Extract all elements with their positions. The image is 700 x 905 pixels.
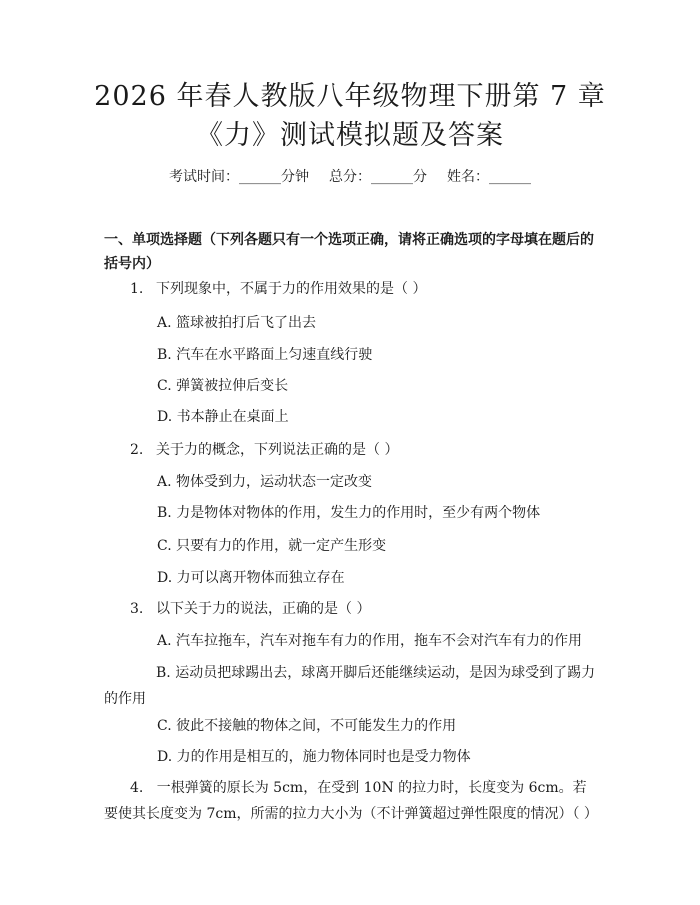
question-3 <box>130 602 370 616</box>
exam-time-field: 考试时间：______分钟 <box>169 169 309 185</box>
section-heading: 一、单项选择题（下列各题只有一个选项正确，请将正确选项的字母填在题后的括号内） <box>104 232 594 272</box>
question-1 <box>130 282 426 296</box>
option-3b: B. 运动员把球踢出去，球离开脚后还能继续运动，是因为球受到了踢力的作用 <box>104 665 596 707</box>
option-1c: C. 弹簧被拉伸后变长 <box>157 378 289 394</box>
exam-title-line2: 《力》测试模拟题及答案 <box>196 120 504 151</box>
option-1a: A. 篮球被拍打后飞了出去 <box>157 315 317 331</box>
option-1b: B. 汽车在水平路面上匀速直线行驶 <box>157 347 373 363</box>
option-2d: D. 力可以离开物体而独立存在 <box>157 570 345 586</box>
question-number: 2. <box>130 442 144 458</box>
option-3d: D. 力的作用是相互的，施力物体同时也是受力物体 <box>157 749 471 765</box>
student-name-field: 姓名：______ <box>447 169 531 185</box>
exam-title-line1: 2026 年春人教版八年级物理下册第 7 章 <box>94 81 606 112</box>
question-stem: 关于力的概念，下列说法正确的是（ ） <box>156 442 399 458</box>
question-4 <box>104 775 600 827</box>
question-number: 1. <box>130 281 144 297</box>
option-3c: C. 彼此不接触的物体之间，不可能发生力的作用 <box>157 718 457 734</box>
question-number: 4. <box>130 780 144 796</box>
option-2b: B. 力是物体对物体的作用，发生力的作用时，至少有两个物体 <box>157 505 541 521</box>
total-score-field: 总分：______分 <box>329 169 427 185</box>
question-stem: 下列现象中，不属于力的作用效果的是（ ） <box>156 281 427 297</box>
question-number: 3. <box>130 601 144 617</box>
exam-meta <box>0 170 700 184</box>
question-stem: 以下关于力的说法，正确的是（ ） <box>156 601 371 617</box>
option-2a: A. 物体受到力，运动状态一定改变 <box>157 474 373 490</box>
question-2 <box>130 443 398 457</box>
question-stem: 一根弹簧的原长为 5cm，在受到 10N 的拉力时，长度变为 6cm。若要使其长度变为 7cm，所需的拉力大小为（不计弹簧超过弹性限度的情况）（ ） <box>104 780 598 822</box>
option-2c: C. 只要有力的作用，就一定产生形变 <box>157 538 387 554</box>
option-1d: D. 书本静止在桌面上 <box>157 409 289 425</box>
option-3a: A. 汽车拉拖车，汽车对拖车有力的作用，拖车不会对汽车有力的作用 <box>157 633 583 649</box>
